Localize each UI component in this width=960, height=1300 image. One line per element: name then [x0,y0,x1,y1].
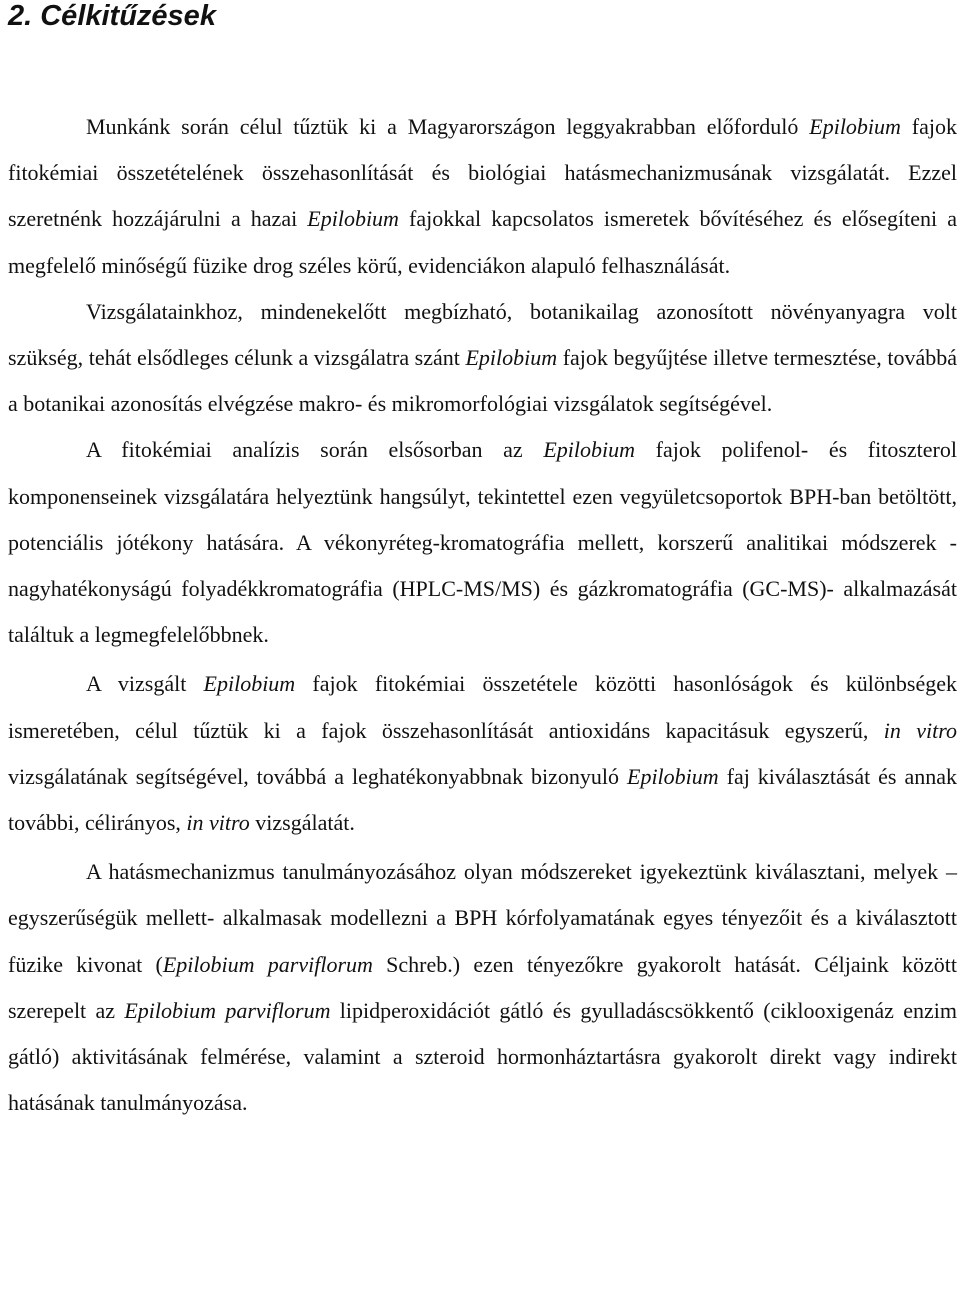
italic-term: Epilobium [203,671,296,697]
italic-term: Epilobium [307,206,399,232]
text-run: fajok fitokémiai összetétele közötti hasonlóságok és különbségek ismeretében, célul tűztük ki a fajok összehasonlítását antioxidáns kapacitásuk egyszerű, [8,671,957,743]
text-run: fajok begyűjtése illetve termesztése, továbbá a botanikai azonosítás elvégzése makro- és mikromorfológiai vizsgálatok segítségével. [8,345,957,417]
text-run: vizsgálatát. [249,810,355,836]
text-run: A vizsgált [86,671,204,697]
paragraph-plant-material [8,289,957,428]
text-run: fajok polifenol- és fitoszterol komponenseinek vizsgálatára helyeztünk hangsúlyt, tekintettel ezen vegyületcsoportok BPH-ban betöltött, potenciális jótékony hatására. A vékonyréteg-kromatográfia mellett, korszerű analitikai módszerek -nagyhatékonyságú folyadékkromatográfia (HPLC-MS/MS) és gázkromatográfia (GC-MS)- alkalmazását találtuk a legmegfelelőbbnek. [8,437,957,648]
text-run: A fitokémiai analízis során elsősorban az [86,437,544,463]
text-run: Vizsgálatainkhoz, mindenekelőtt megbízható, botanikailag azonosított növényanyagra volt szükség, tehát elsődleges célunk a vizsgálatra szánt [8,298,957,371]
text-run: Munkánk során célul tűztük ki a Magyarországon leggyakrabban előforduló [86,114,810,139]
text-run: Schreb.) ezen tényezőkre gyakorolt hatását. Céljaink között szerepelt az [8,951,957,1023]
text-run: fajokkal kapcsolatos ismeretek bővítéséhez és elősegíteni a megfelelő minőségű füzike drog széles körű, evidenciákon alapuló felhasználását. [8,206,958,278]
section-heading: 2. Célkitűzések [8,0,216,32]
italic-term: in vitro [186,810,250,836]
italic-term: Epilobium parviflorum [124,997,331,1023]
italic-term: Epilobium parviflorum [162,951,373,977]
text-run: vizsgálatának segítségével, továbbá a leghatékonyabbnak bizonyuló [8,763,627,789]
italic-term: in vitro [883,717,957,743]
text-run: lipidperoxidációt gátló és gyulladáscsökkentő (ciklooxigenáz enzim gátló) aktivitásának felmérése, valamint a szteroid hormonháztartásra gyakorolt direkt vagy indirekt hatásának tanulmányozása. [8,997,958,1116]
paragraph-antioxidant-comparison [8,661,957,846]
text-run: A hatásmechanizmus tanulmányozásához olyan módszereket igyekeztünk kiválasztani, melyek –egyszerűségük mellett- alkalmasak modellezni a BPH kórfolyamatának egyes tényezőit és a kiválasztott füzike kivonat ( [8,859,957,977]
body-text [8,104,957,1126]
italic-term: Epilobium [465,345,558,371]
text-run: faj kiválasztását és annak további, célirányos, [8,763,957,836]
italic-term: Epilobium [543,437,635,463]
paragraph-phytochemical-analysis [8,427,957,658]
text-run: fajok fitokémiai összetételének összehasonlítását és biológiai hatásmechanizmusának vizsgálatát. Ezzel szeretnénk hozzájárulni a hazai [8,114,957,232]
paragraph-aims-intro [8,104,957,289]
italic-term: Epilobium [809,114,901,139]
paragraph-mechanism-study [8,849,957,1126]
italic-term: Epilobium [627,763,719,789]
